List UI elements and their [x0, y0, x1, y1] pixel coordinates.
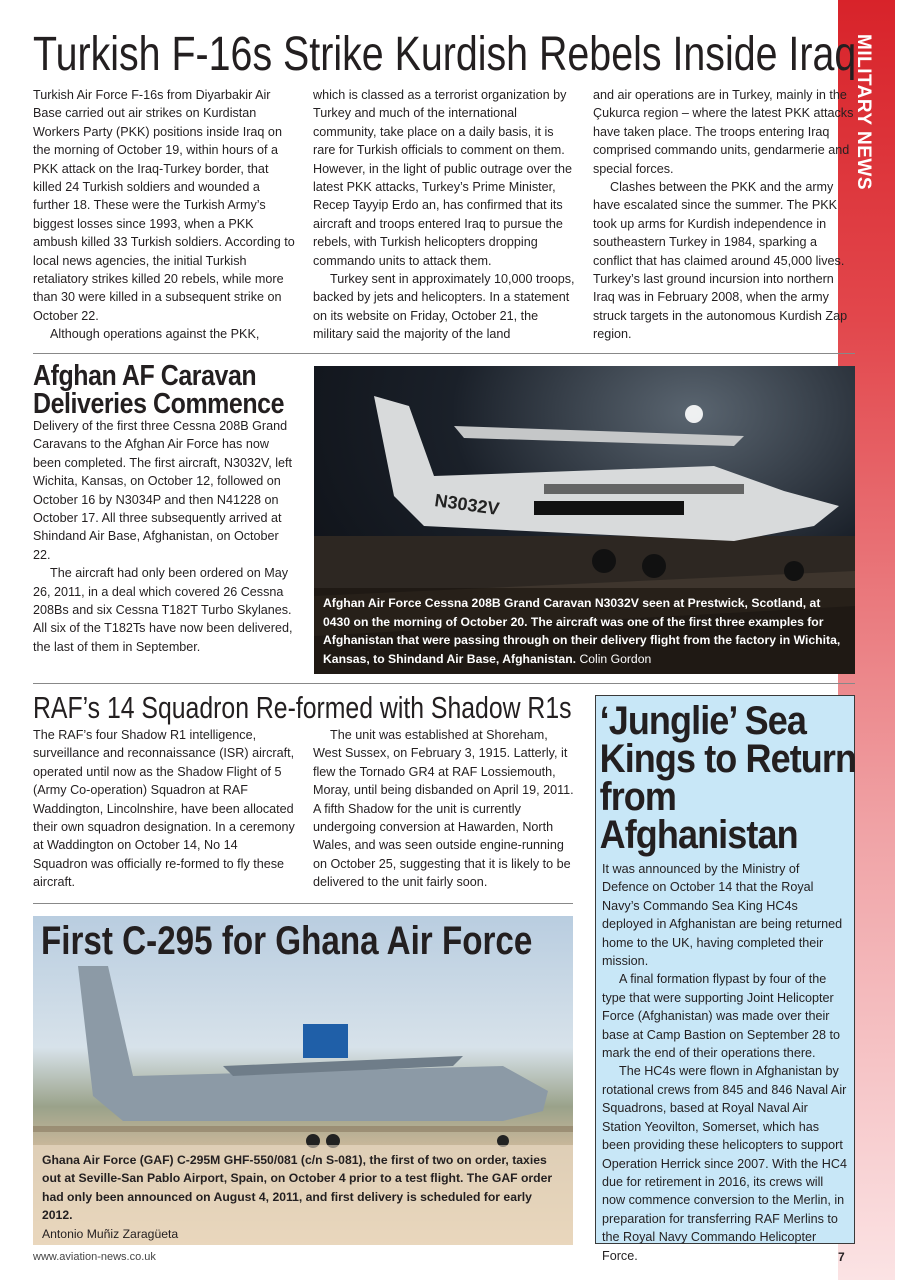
divider [33, 903, 573, 904]
story2-body: Delivery of the first three Cessna 208B Grand Caravans to the Afghan Air Force has now been completed. The first aircraft, N3032V, left Wichita, Kansas, on October 12, followed on October 16 by N3034P and then N41228 on October 17. All three subsequently arrived at Shindand Air Base, Afghanistan, on October 22. The aircraft had only been ordered on May 26, 2011, in a deal which covered 26 Cessna 208Bs and six Cessna T182T Turbo Skylanes. All six of the T182Ts have now been delivered, the last of them in September. [33, 419, 293, 654]
story3-headline: RAF’s 14 Squadron Re-formed with Shadow R1s [33, 690, 572, 725]
c295-photo [33, 916, 573, 1245]
c295-headline: First C-295 for Ghana Air Force [41, 919, 533, 963]
story1-col2: which is classed as a terrorist organization by Turkey and much of the international community, take place on a daily basis, it is rare for Turkish officials to comment on them. However, in the light of public outrage over the latest PKK attacks, Turkey’s Prime Minister, Recep Tayyip Erdo an, has confirmed that its aircraft and troops entered Iraq to pursue the rebels, with Turkish helicopters dropping commando units to attack them. Turkey sent in approximately 10,000 troops, backed by jets and helicopters. In a statement on its website on Friday, October 21, the military said the majority of the land [313, 88, 575, 342]
registration-marking: N3032V [433, 490, 501, 520]
story1-col3: and air operations are in Turkey, mainly in the Çukurca region – where the latest PKK attacks have taken place. The troops entering Iraq comprised commando units, gendarmerie and special forces. Clashes between the PKK and the army have escalated since the summer. The PKK took up arms for Kurdish independence in southeastern Turkey in 1984, sparking a conflict that has claimed around 45,000 lives. Turkey’s last ground incursion into northern Iraq was in February 2008, when the army struck targets in the autonomous Kurdish Zap region. [593, 88, 854, 342]
story3-col2: The unit was established at Shoreham, West Sussex, on February 3, 1915. Latterly, it flew the Tornado GR4 at RAF Lossiemouth, Moray, until being disbanded on April 19, 2011. A fifth Shadow for the unit is currently undergoing conversion at Hawarden, North Wales, and was seen outside engine-running on October 25, suggesting that it is likely to be delivered to the unit fairly soon. [313, 728, 574, 890]
c295-caption: Ghana Air Force (GAF) C-295M GHF-550/081 (c/n S-081), the first of two on order, taxies out at Seville-San Pablo Airport, Spain, on October 4 prior to a test flight. The GAF order had only been announced on August 4, 2011, and first delivery is scheduled for early 2012. Antonio Muñiz Zaragüeta [33, 1145, 573, 1245]
caravan-photo [314, 366, 855, 674]
junglie-box [595, 695, 857, 1263]
story3-col1: The RAF’s four Shadow R1 intelligence, surveillance and reconnaissance (ISR) aircraft, operated until now as the Shadow Flight of 5 (Army Co-operation) Squadron at RAF Waddington, Lincolnshire, have been allocated their own squadron designation. In a ceremony at Waddington on October 14, No 14 Squadron was officially re-formed to fly these aircraft. [33, 728, 295, 890]
page-number: 7 [838, 1250, 845, 1264]
story2-headline: Afghan AF Caravan Deliveries Commence [33, 360, 285, 420]
caravan-caption: Afghan Air Force Cessna 208B Grand Caravan N3032V seen at Prestwick, Scotland, at 0430 on the morning of October 20. The aircraft was one of the first three examples for Afghanistan that were passing through on their delivery flight from the factory in Wichita, Kansas, to Shindand Air Base, Afghanistan. Colin Gordon [314, 588, 855, 674]
divider [33, 683, 855, 684]
story5-headline: ‘Junglie’ Sea Kings to Return from Afghanistan [599, 699, 857, 857]
story1-headline: Turkish F-16s Strike Kurdish Rebels Inside Iraq [33, 28, 857, 81]
footer-url[interactable]: www.aviation-news.co.uk [33, 1251, 156, 1263]
story1-col1: Turkish Air Force F-16s from Diyarbakir Air Base carried out air strikes on Kurdistan Workers Party (PKK) positions inside Iraq on the morning of October 19, within hours of a PKK attack on the Iraq-Turkey border, that killed 24 Turkish soldiers and wounded a further 18. These were the Turkish Army’s biggest losses since 1993, when a PKK ambush killed 33 Turkish soldiers. According to local news agencies, the initial Turkish retaliatory strikes killed 20 rebels, while more than 30 were killed in a subsequent strike on October 22. Although operations against the PKK, [33, 88, 295, 342]
story5-body: It was announced by the Ministry of Defence on October 14 that the Royal Navy’s Commando Sea King HC4s deployed in Afghanistan are being returned home to the UK, having completed their mission. A final formation flypast by four of the type that were supporting Joint Helicopter Force (Afghanistan) was made over their base at Camp Bastion on September 28 to mark the end of their operations there. The HC4s were flown in Afghanistan by rotational crews from 845 and 846 Naval Air Squadrons, based at Royal Naval Air Station Yeovilton, Somerset, which has been providing these helicopters to support Operation Herrick since 2007. With the HC4 due for retirement in 2016, its crews will now commence conversion to the Merlin, in preparation for transferring RAF Merlins to the Royal Navy Commando Helicopter Force. [602, 862, 847, 1263]
section-tab: MILITARY NEWS [838, 0, 895, 1280]
divider [33, 353, 855, 354]
